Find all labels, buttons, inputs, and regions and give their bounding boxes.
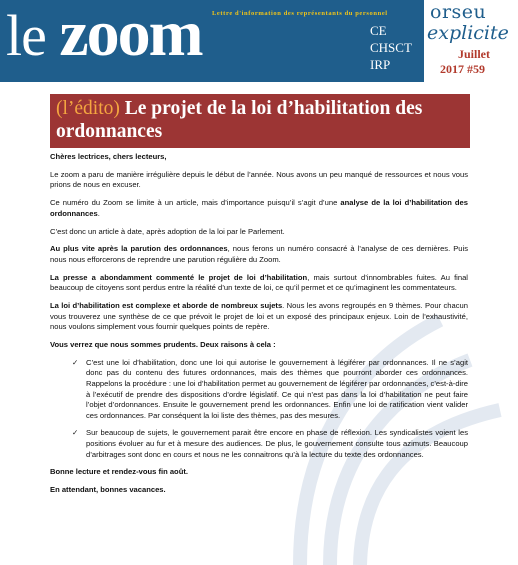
paragraph-6: La loi d’habilitation est complexe et aborde de nombreux sujets. Nous les avons regroupés en 9 thèmes. Pour chacun vous trouverez une synthèse de ce que prévoit le projet de loi et un exposé des principaux enjeux. Loin de l’exhaustivité, nous voulons simplement vous fournir quelques points de repère. (50, 301, 468, 332)
instances-list (370, 22, 422, 73)
instance-ce: CE (370, 23, 387, 38)
article-title: Le projet de la loi d’habilitation des ordonnances (56, 98, 423, 142)
closing-2: En attendant, bonnes vacances. (50, 484, 166, 494)
paragraph-3: C’est donc un article à date, après adoption de la loi par le Parlement. (50, 226, 285, 236)
masthead-tagline: Lettre d'information des représentants du personnel (212, 10, 388, 17)
issue-month: Juillet (458, 47, 490, 61)
section-kicker: (l’édito) (56, 98, 120, 119)
logo-le: le (6, 3, 60, 68)
list-item: ✓ Sur beaucoup de sujets, le gouvernement parait être encore en phase de réflexion. Les syndicalistes voient les positions évoluer au fur et à mesure des audiences. De plus, le gouvernement consulte tous azimuts. Beaucoup d’arbitrages sont donc en cours et nous ne les connaitrons qu’à la lecture du texte des ordonnances. (72, 428, 468, 459)
publisher-logo-line2: explicite (427, 22, 509, 44)
paragraph-1: Le zoom a paru de manière irrégulière depuis le début de l’année. Nous avons un peu manqué de ressources et nous vous prions de nous en excuser. (50, 169, 468, 190)
paragraph-5: La presse a abondamment commenté le projet de loi d’habilitation, mais surtout d’innombrables fuites. Au final beaucoup de citoyens sont perdus entre la réalité d’un texte de loi, ce qu’il permet et ce qu’imaginent les commentateurs. (50, 272, 468, 293)
issue-number: 2017 #59 (440, 62, 485, 76)
logo-zoom: zoom (59, 0, 202, 70)
article-title-banner (50, 94, 470, 148)
zoom-logo (6, 0, 202, 72)
instance-irp: IRP (370, 57, 391, 72)
paragraph-2: Ce numéro du Zoom se limite à un article, mais d’importance puisqu’il s’agit d’une analyse de la loi d’habilitation des ordonnances. (50, 198, 468, 218)
masthead (0, 0, 518, 82)
reasons-list (50, 358, 468, 460)
paragraph-7: Vous verrez que nous sommes prudents. Deux raisons à cela : (50, 340, 276, 350)
paragraph-4: Au plus vite après la parution des ordonnances, nous ferons un numéro consacré à l’analyse de ces dernières. Puis nous nous efforcerons de reprendre une parution régulière du Zoom. (50, 244, 468, 264)
instance-chsct: CHSCT (370, 40, 412, 55)
closing-1: Bonne lecture et rendez-vous fin août. (50, 467, 188, 477)
list-item: ✓ C’est une loi d’habilitation, donc une loi qui autorise le gouvernement à légiférer par ordonnances. Il ne s’agit donc pas du contenu des futures ordonnances, mais des thèmes que pourront aborder ces ordonnances. Rappelons la procédure : une loi d’habilitation permet au gouvernement de légiférer par ordonnances, c’est-à-dire à l’exécutif de prendre des dispositions d’ordre législatif. Ce qui n’est pas dans la loi d’habilitation ne peut faire l’objet d’ordonnances. Ensuite le gouvernement prend les ordonnances. Enfin une loi de ratification vient valider ces ordonnances. Par conséquent la loi liste des thèmes, pas des mesures. (72, 357, 468, 420)
editorial-body (50, 152, 468, 503)
greeting: Chères lectrices, chers lecteurs, (50, 152, 167, 161)
publisher-logo-line1: orseu (430, 1, 487, 23)
publisher-box (424, 0, 518, 82)
check-bullet-icon: ✓ (72, 357, 79, 367)
check-bullet-icon: ✓ (72, 428, 79, 438)
